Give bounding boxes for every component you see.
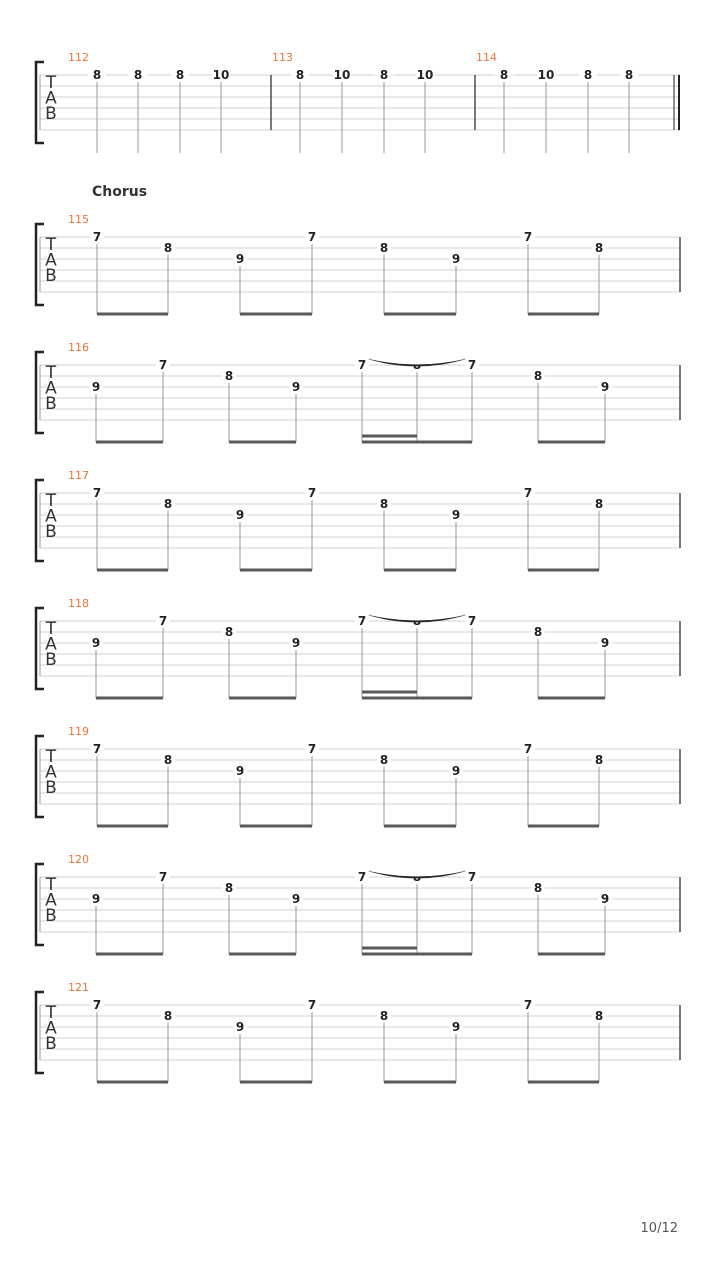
fret-number: 7 (158, 614, 168, 628)
tab-clef-letter: A (45, 762, 57, 783)
fret-number: 9 (451, 1020, 461, 1034)
measure-number: 116 (68, 341, 89, 354)
tab-clef-letter: B (45, 1034, 57, 1054)
fret-number: 7 (307, 486, 317, 500)
fret-number: 7 (467, 870, 477, 884)
fret-number: 7 (92, 742, 102, 756)
fret-number: 10 (416, 68, 434, 82)
beam (528, 825, 599, 828)
fret-number: 8 (163, 241, 173, 255)
beam (538, 697, 605, 700)
fret-number: 8 (594, 497, 604, 511)
measure-number: 114 (476, 51, 497, 64)
slur-inner (369, 359, 465, 365)
fret-number: 8 (163, 753, 173, 767)
fret-number: 8 (533, 625, 543, 639)
fret-number: 7 (158, 358, 168, 372)
fret-number: 7 (523, 998, 533, 1012)
fret-number: 7 (92, 486, 102, 500)
beam (528, 1081, 599, 1084)
tab-clef-letter: T (45, 491, 57, 511)
fret-number: 9 (451, 252, 461, 266)
fret-number: 8 (379, 753, 389, 767)
beam (97, 569, 168, 572)
tab-clef-letter: B (45, 650, 57, 670)
tab-clef-letter: T (45, 619, 57, 639)
fret-number: 7 (467, 614, 477, 628)
fret-number: 7 (92, 998, 102, 1012)
fret-number: 9 (451, 764, 461, 778)
beam (97, 1081, 168, 1084)
fret-number: 9 (600, 892, 610, 906)
measure-number: 120 (68, 853, 89, 866)
tab-clef-letter: A (45, 890, 57, 911)
fret-number: 8 (594, 241, 604, 255)
fret-number: 9 (451, 508, 461, 522)
tab-clef-letter: T (45, 363, 57, 383)
fret-number: 8 (379, 68, 389, 82)
fret-number: 8 (175, 68, 185, 82)
fret-number: 9 (291, 636, 301, 650)
fret-number: 8 (133, 68, 143, 82)
fret-number: 8 (594, 753, 604, 767)
tab-clef-letter: B (45, 778, 57, 798)
tab-clef-letter: A (45, 88, 57, 109)
fret-number: 8 (224, 625, 234, 639)
fret-number: 9 (91, 636, 101, 650)
fret-number: 10 (212, 68, 230, 82)
fret-number: 7 (158, 870, 168, 884)
fret-number: 7 (523, 230, 533, 244)
beam (362, 697, 472, 700)
fret-number: 9 (235, 252, 245, 266)
beam (362, 441, 472, 444)
beam (96, 441, 163, 444)
tab-clef-letter: B (45, 522, 57, 542)
fret-number: 8 (92, 68, 102, 82)
fret-number: 9 (600, 636, 610, 650)
fret-number: 8 (224, 369, 234, 383)
beam (229, 441, 296, 444)
fret-number: 8 (594, 1009, 604, 1023)
beam (384, 569, 456, 572)
beam (538, 953, 605, 956)
beam (538, 441, 605, 444)
fret-number: 8 (163, 497, 173, 511)
beam (362, 953, 472, 956)
fret-number: 8 (295, 68, 305, 82)
fret-number: 8 (163, 1009, 173, 1023)
section-label: Chorus (92, 184, 148, 200)
beam (528, 313, 599, 316)
tab-clef-letter: T (45, 235, 57, 255)
beam (240, 569, 312, 572)
fret-number: 7 (357, 614, 367, 628)
beam (384, 825, 456, 828)
beam (240, 1081, 312, 1084)
fret-number: 9 (91, 892, 101, 906)
beam (528, 569, 599, 572)
beam (96, 953, 163, 956)
tab-clef-letter: B (45, 906, 57, 926)
fret-number: 7 (357, 358, 367, 372)
measure-number: 118 (68, 597, 89, 610)
tab-clef-letter: A (45, 378, 57, 399)
tab-clef-letter: B (45, 394, 57, 414)
fret-number: 8 (379, 497, 389, 511)
tab-clef-letter: T (45, 747, 57, 767)
fret-number: 8 (533, 881, 543, 895)
beam (96, 697, 163, 700)
slur-inner (369, 615, 465, 621)
measure-number: 121 (68, 981, 89, 994)
fret-number: 7 (523, 742, 533, 756)
tab-clef-letter: T (45, 875, 57, 895)
fret-number: 7 (307, 742, 317, 756)
page-number: 10/12 (640, 1221, 678, 1236)
fret-number: 8 (379, 1009, 389, 1023)
secondary-beam (362, 435, 417, 438)
tab-clef-letter: A (45, 634, 57, 655)
beam (229, 953, 296, 956)
tab-clef-letter: A (45, 250, 57, 271)
fret-number: 8 (583, 68, 593, 82)
beam (240, 825, 312, 828)
fret-number: 7 (92, 230, 102, 244)
tab-clef-letter: T (45, 73, 57, 93)
fret-number: 8 (533, 369, 543, 383)
fret-number: 8 (379, 241, 389, 255)
fret-number: 9 (291, 380, 301, 394)
measure-number: 119 (68, 725, 89, 738)
fret-number: 9 (91, 380, 101, 394)
measure-number: 112 (68, 51, 89, 64)
beam (384, 313, 456, 316)
fret-number: 7 (307, 230, 317, 244)
tab-clef-letter: A (45, 506, 57, 527)
fret-number: 9 (291, 892, 301, 906)
measure-number: 117 (68, 469, 89, 482)
fret-number: 7 (523, 486, 533, 500)
fret-number: 8 (499, 68, 509, 82)
fret-number: 10 (333, 68, 351, 82)
fret-number: 9 (235, 1020, 245, 1034)
tab-clef-letter: A (45, 1018, 57, 1039)
beam (97, 825, 168, 828)
slur-inner (369, 871, 465, 877)
fret-number: 7 (307, 998, 317, 1012)
measure-number: 115 (68, 213, 89, 226)
measure-number: 113 (272, 51, 293, 64)
fret-number: 9 (600, 380, 610, 394)
beam (97, 313, 168, 316)
tab-clef-letter: B (45, 266, 57, 286)
tab-clef-letter: B (45, 104, 57, 124)
beam (240, 313, 312, 316)
fret-number: 8 (224, 881, 234, 895)
fret-number: 7 (467, 358, 477, 372)
fret-number: 7 (357, 870, 367, 884)
fret-number: 9 (235, 508, 245, 522)
fret-number: 8 (624, 68, 634, 82)
secondary-beam (362, 947, 417, 950)
fret-number: 10 (537, 68, 555, 82)
tab-clef-letter: T (45, 1003, 57, 1023)
secondary-beam (362, 691, 417, 694)
fret-number: 9 (235, 764, 245, 778)
beam (384, 1081, 456, 1084)
beam (229, 697, 296, 700)
